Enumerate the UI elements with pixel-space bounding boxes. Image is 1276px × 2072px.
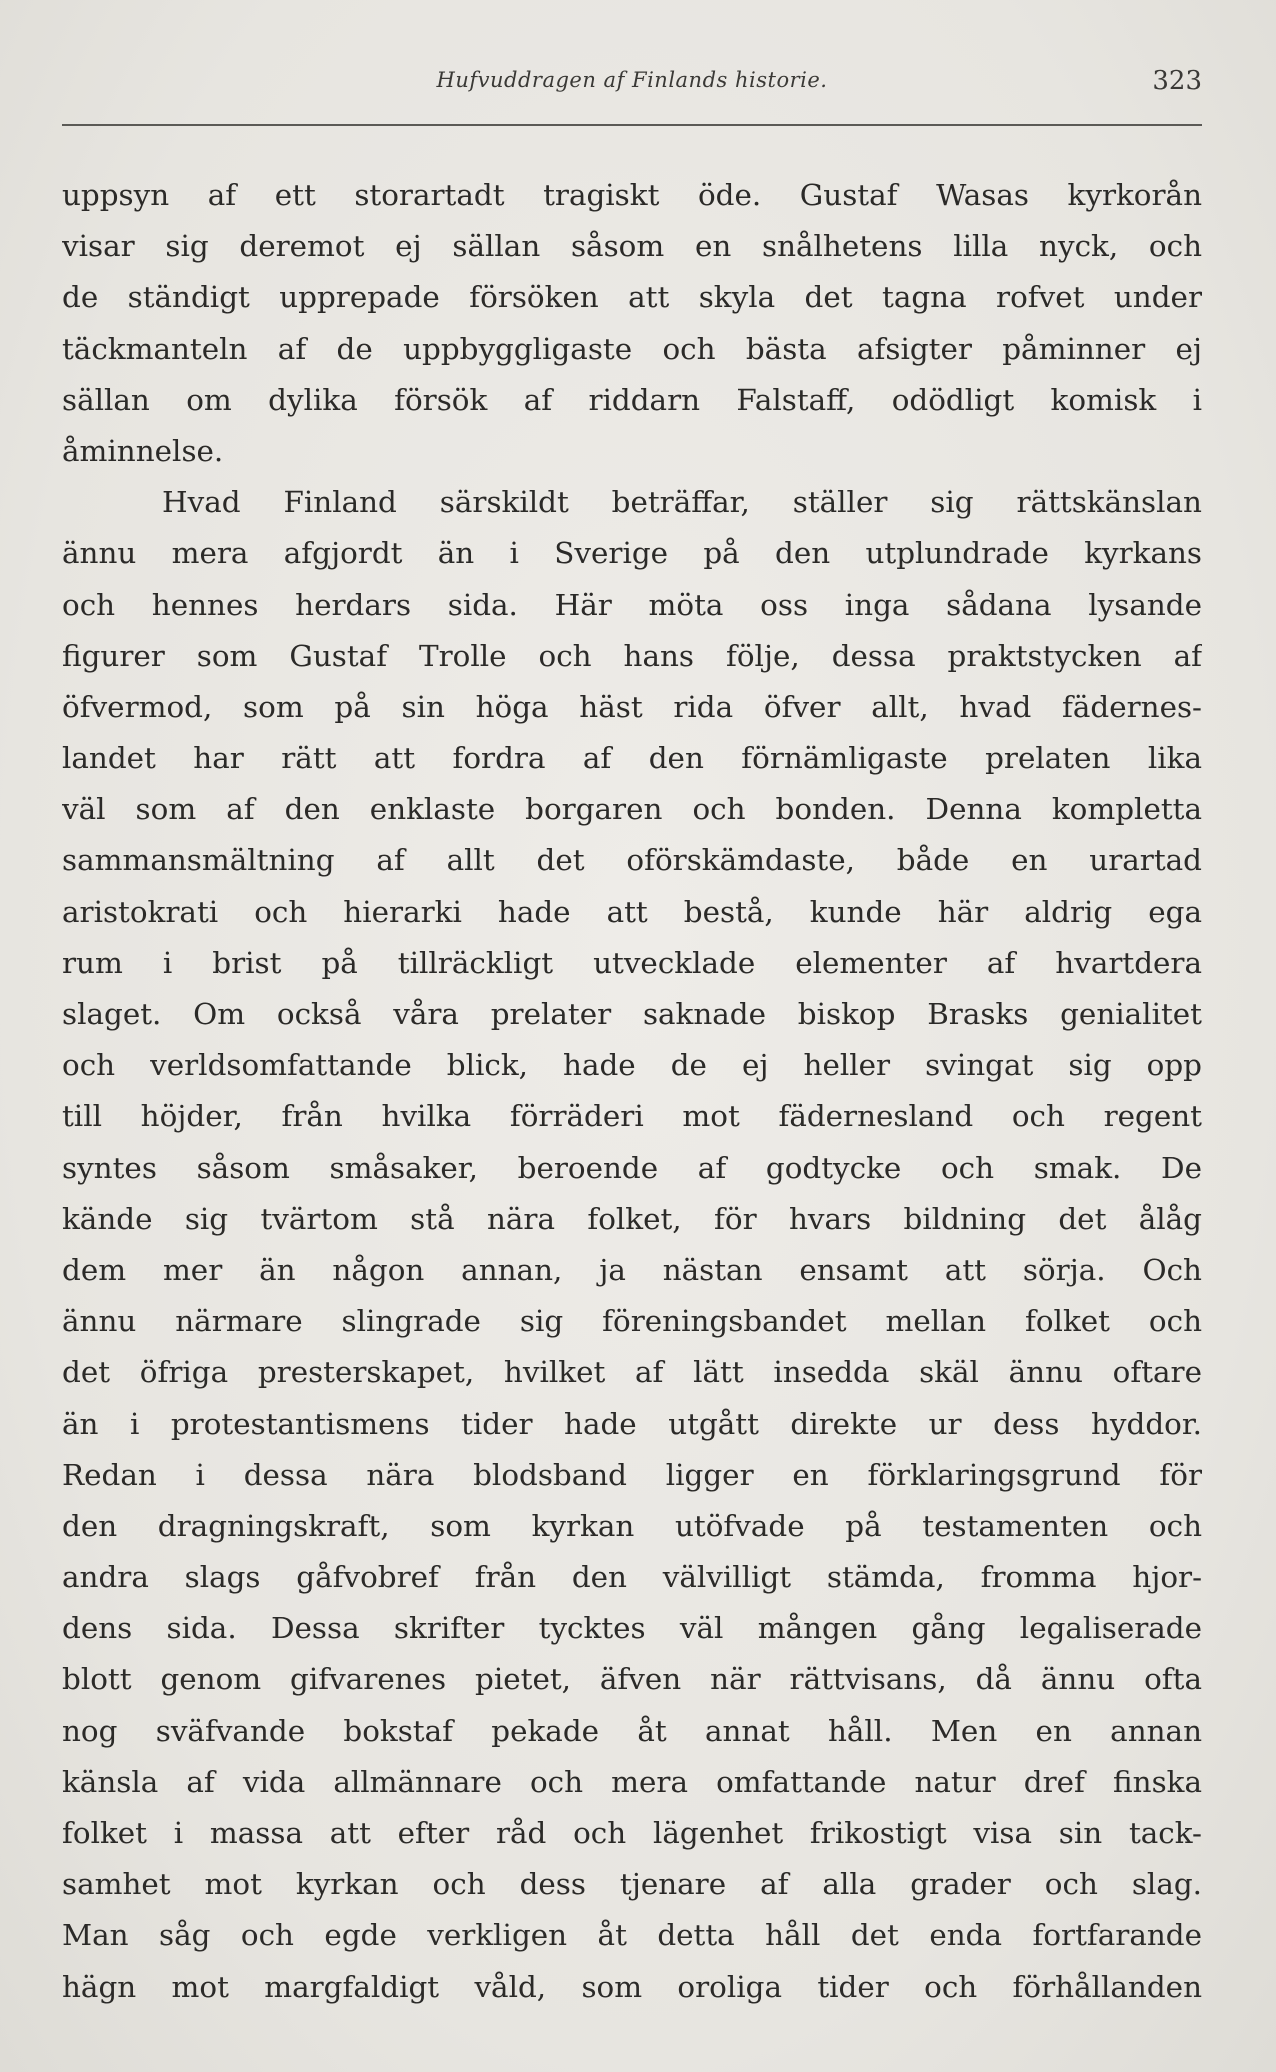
text-line: täckmanteln af de uppbyggligaste och bästa afsigter påminner ej [62, 331, 1202, 366]
text-line: hägn mot margfaldigt våld, som oroliga tider och förhållanden [62, 1969, 1202, 2004]
text-line: känsla af vida allmännare och mera omfattande natur dref finska [62, 1764, 1202, 1799]
text-line: ännu mera afgjordt än i Sverige på den utplundrade kyrkans [62, 536, 1202, 571]
text-line: aristokrati och hierarki hade att bestå, kunde här aldrig ega [62, 894, 1202, 929]
text-line: väl som af den enklaste borgaren och bonden. Denna kompletta [62, 792, 1202, 827]
header-rule [62, 124, 1202, 126]
text-line: landet har rätt att fordra af den förnämligaste prelaten lika [62, 741, 1202, 776]
text-line: andra slags gåfvobref från den välvilligt stämda, fromma hjor- [62, 1560, 1202, 1595]
text-line: till höjder, från hvilka förräderi mot fädernesland och regent [62, 1099, 1202, 1134]
text-line: samhet mot kyrkan och dess tjenare af alla grader och slag. [62, 1867, 1202, 1902]
text-line: blott genom gifvarenes pietet, äfven när rättvisans, då ännu ofta [62, 1662, 1202, 1697]
text-line: Redan i dessa nära blodsband ligger en förklaringsgrund för [62, 1457, 1202, 1492]
text-line: och verldsomfattande blick, hade de ej heller svingat sig opp [62, 1048, 1202, 1083]
text-line: ännu närmare slingrade sig föreningsbandet mellan folket och [62, 1304, 1202, 1339]
running-title: Hufvuddragen af Finlands historie. [436, 68, 828, 92]
text-line: öfvermod, som på sin höga häst rida öfver allt, hvad fädernes- [62, 689, 1202, 724]
text-line: nog sväfvande bokstaf pekade åt annat håll. Men en annan [62, 1713, 1202, 1748]
paragraph-start-line: Hvad Finland särskildt beträffar, ställer sig rättskänslan [162, 485, 1202, 520]
text-line: slaget. Om också våra prelater saknade biskop Brasks genialitet [62, 997, 1202, 1031]
text-line: den dragningskraft, som kyrkan utöfvade på testamenten och [62, 1508, 1202, 1543]
text-line: visar sig deremot ej sällan såsom en snålhetens lilla nyck, och [62, 229, 1202, 264]
text-line: figurer som Gustaf Trolle och hans följe, dessa praktstycken af [62, 638, 1202, 673]
text-line: sällan om dylika försök af riddarn Falstaff, odödligt komisk i [62, 382, 1202, 417]
text-line: åminnelse. [62, 433, 224, 468]
text-line: folket i massa att efter råd och lägenhet frikostigt visa sin tack- [62, 1816, 1202, 1850]
text-line: rum i brist på tillräckligt utvecklade elementer af hvartdera [62, 945, 1202, 980]
text-line: och hennes herdars sida. Här möta oss inga sådana lysande [62, 587, 1202, 622]
text-line: syntes såsom småsaker, beroende af godtycke och smak. De [62, 1150, 1202, 1185]
text-line: de ständigt upprepade försöken att skyla det tagna rofvet under [62, 280, 1202, 315]
page-number: 323 [1152, 66, 1202, 96]
text-line: uppsyn af ett storartadt tragiskt öde. Gustaf Wasas kyrkorån [62, 178, 1202, 212]
text-line: Man såg och egde verkligen åt detta håll det enda fortfarande [62, 1918, 1202, 1953]
text-line: det öfriga presterskapet, hvilket af lätt insedda skäl ännu oftare [62, 1355, 1202, 1390]
text-line: dem mer än någon annan, ja nästan ensamt att sörja. Och [62, 1252, 1202, 1287]
text-line: dens sida. Dessa skrifter tycktes väl mången gång legaliserade [62, 1611, 1202, 1646]
text-line: sammansmältning af allt det oförskämdaste, både en urartad [62, 843, 1202, 878]
page-header [62, 62, 1202, 110]
body-text [62, 170, 1202, 2013]
text-line: än i protestantismens tider hade utgått direkte ur dess hyddor. [62, 1406, 1202, 1441]
text-line: kände sig tvärtom stå nära folket, för hvars bildning det ålåg [62, 1201, 1202, 1236]
